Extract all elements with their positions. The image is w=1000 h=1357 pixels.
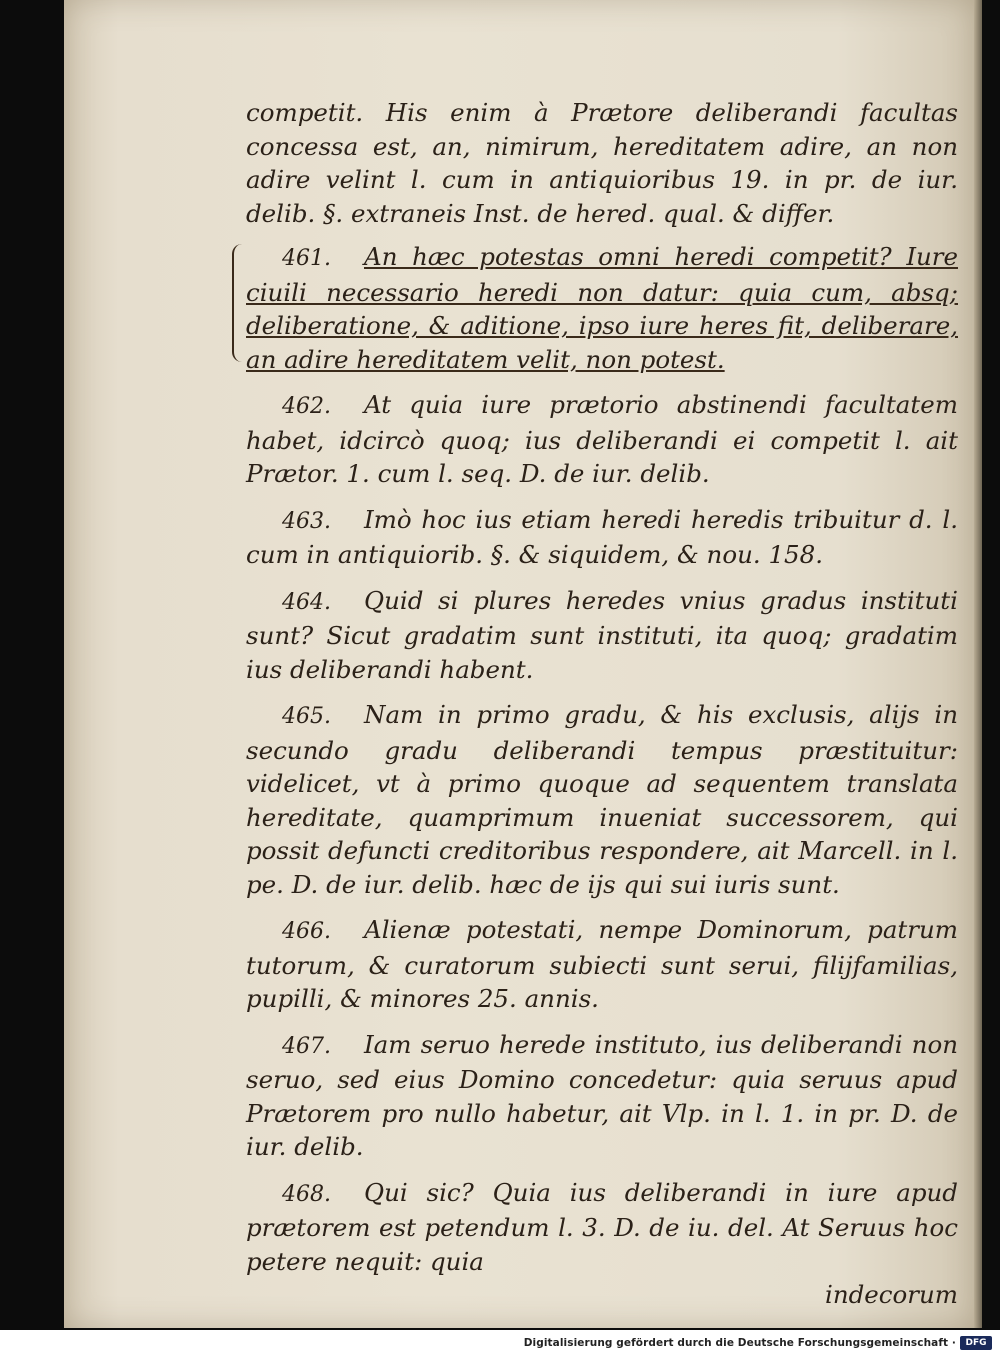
paragraph-number: 462. <box>282 394 331 419</box>
paragraph-number: 467. <box>282 1033 331 1059</box>
paragraph-467 <box>246 1028 958 1164</box>
paragraph-466 <box>246 913 958 1016</box>
page-edge <box>974 0 982 1328</box>
paragraph-text: An hæc potestas omni heredi competit? Iure ciuili necessario heredi non datur: quia cum, absq; deliberatione, & aditione, ipso iure heres fit, deliberare, an adire hereditatem velit, non potest. <box>246 242 958 374</box>
paragraph-text: Iam seruo herede instituto, ius deliberandi non seruo, sed eius Domino concedetur: quia seruus apud Prætorem pro nullo habetur, ait Vlp. in l. 1. in pr. D. de iur. delib. <box>246 1029 958 1161</box>
paragraph-text: Quid si plures heredes vnius gradus instituti sunt? Sicut gradatim sunt instituti, ita quoq; gradatim ius deliberandi habent. <box>246 585 958 684</box>
page-text <box>246 96 958 1312</box>
paragraph-text: Alienæ potestati, nempe Dominorum, patrum tutorum, & curatorum subiecti sunt serui, filijfamilias, pupilli, & minores 25. annis. <box>246 915 958 1013</box>
paragraph-text: Nam in primo gradu, & his exclusis, alijs in secundo gradu deliberandi tempus præstituitur: videlicet, vt à primo quoque ad sequentem translata hereditate, quamprimum inueniat successorem, qui possit defuncti creditoribus respondere, ait Marcell. in l. pe. D. de iur. delib. hæc de ijs qui sui iuris sunt. <box>246 700 958 899</box>
paragraph-number: 466. <box>282 919 331 944</box>
paragraph-463 <box>246 503 958 572</box>
paragraph-text: Qui sic? Quia ius deliberandi in iure apud prætorem est petendum l. 3. D. de iu. del. At Seruus hoc petere nequit: quia <box>246 1177 958 1276</box>
funding-credit: Digitalisierung gefördert durch die Deutsche Forschungsgemeinschaft · <box>523 1337 956 1349</box>
paragraph-continuation <box>246 96 958 230</box>
handwritten-bracket <box>232 244 246 362</box>
dfg-logo: DFG <box>960 1336 992 1350</box>
paragraph-461 <box>246 240 958 376</box>
paragraph-number: 463. <box>282 508 331 534</box>
footer-bar <box>0 1330 1000 1357</box>
paragraph-number: 468. <box>282 1181 331 1207</box>
paragraph-text: Imò hoc ius etiam heredi heredis tribuitur d. l. cum in antiquiorib. §. & siquidem, & nou. 158. <box>246 504 958 569</box>
paragraph-465 <box>246 698 958 901</box>
paragraph-text: At quia iure prætorio abstinendi facultatem habet, idcircò quoq; ius deliberandi ei competit l. ait Prætor. 1. cum l. seq. D. de iur. delib. <box>246 390 958 488</box>
paragraph-number: 465. <box>282 704 331 729</box>
catchword: indecorum <box>825 1280 958 1309</box>
paragraph-462 <box>246 388 958 491</box>
paragraph-464 <box>246 584 958 687</box>
paragraph-468 <box>246 1176 958 1279</box>
paragraph-number: 461. <box>282 246 331 271</box>
paragraph-number: 464. <box>282 589 331 615</box>
paragraph-text: competit. His enim à Prætore deliberandi facultas concessa est, an, nimirum, hereditatem adire, an non adire velint l. cum in antiquioribus 19. in pr. de iur. delib. §. extraneis Inst. de hered. qual. & differ. <box>246 98 958 228</box>
